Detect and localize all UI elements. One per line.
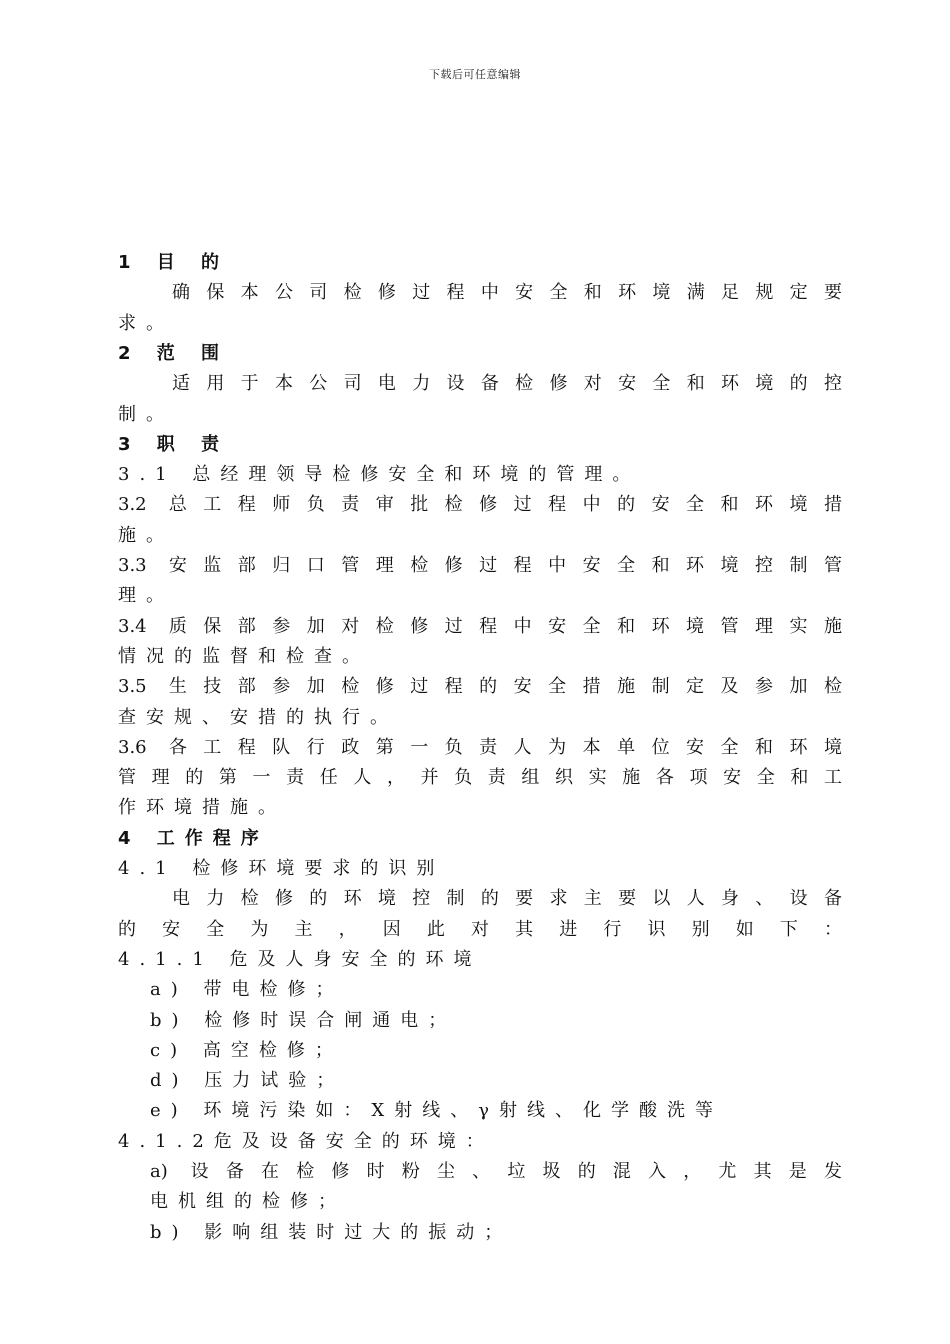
- text-line: e) 环境污染如：X射线、γ射线、化学酸洗等: [150, 1100, 723, 1122]
- text-line: 3.2 总工程师负责审批检修过程中的安全和环境措: [118, 494, 842, 516]
- text-line: 理。: [118, 585, 174, 607]
- text-line: 作环境措施。: [118, 797, 286, 819]
- text-line: 求。: [118, 312, 174, 334]
- text-line: 3.4 质保部参加对检修过程中安全和环境管理实施: [118, 615, 842, 637]
- section-heading: 4 工作程序: [118, 827, 269, 849]
- text-line: c) 高空检修；: [150, 1039, 343, 1061]
- text-line: a) 设备在检修时粉尘、垃圾的混入，尤其是发: [150, 1161, 842, 1182]
- text-line: 3.3 安监部归口管理检修过程中安全和环境控制管: [118, 555, 842, 576]
- section-heading: 3 职 责: [118, 433, 230, 455]
- text-line: 管理的第一责任人，并负责组织实施各项安全和工: [118, 767, 842, 789]
- text-line: 4.1.1 危及人身安全的环境: [118, 948, 482, 970]
- text-line: 确保本公司检修过程中安全和环境满足规定要: [172, 282, 842, 304]
- text-line: 情况的监督和检查。: [118, 645, 370, 667]
- text-line: b) 影响组装时过大的振动；: [150, 1221, 513, 1243]
- text-line: 3.1 总经理领导检修安全和环境的管理。: [118, 464, 641, 486]
- section-heading: 1 目 的: [118, 252, 230, 273]
- page-header: 下载后可任意编辑: [429, 68, 521, 81]
- text-line: 4.1 检修环境要求的识别: [118, 858, 445, 879]
- text-line: 适用于本公司电力设备检修对安全和环境的控: [172, 373, 842, 395]
- text-line: b) 检修时误合闸通电；: [150, 1009, 457, 1031]
- text-line: 电机组的检修；: [150, 1191, 346, 1213]
- text-line: 电力检修的环境控制的要求主要以人身、设备: [172, 888, 842, 910]
- text-line: 4.1.2危及设备安全的环境：: [118, 1130, 494, 1152]
- text-line: 施。: [118, 524, 174, 546]
- text-line: 制。: [118, 403, 174, 425]
- text-line: 3.6 各工程队行政第一负责人为本单位安全和环境: [118, 736, 842, 758]
- text-line: 3.5 生技部参加检修过程的安全措施制定及参加检: [118, 676, 842, 698]
- text-line: d) 压力试验；: [150, 1070, 345, 1092]
- section-heading: 2 范 围: [118, 342, 230, 364]
- text-line: 查安规、安措的执行。: [118, 706, 398, 728]
- text-line: 的安全为主，因此对其进行识别如下：: [118, 918, 842, 940]
- text-line: a) 带电检修；: [150, 979, 344, 1001]
